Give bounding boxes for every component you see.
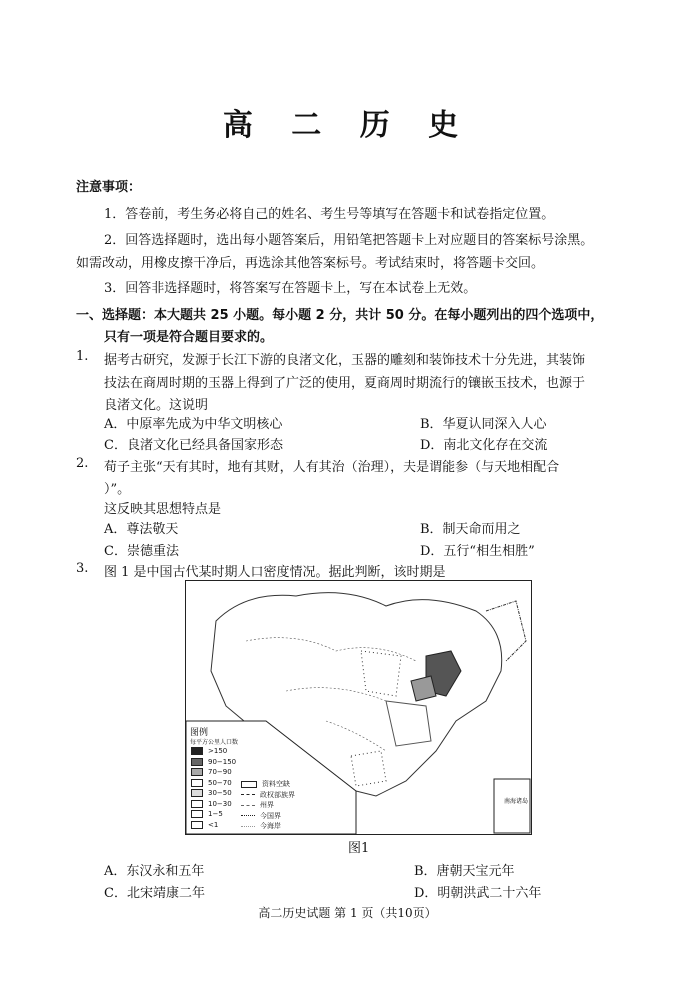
legend-label: 今海岸 [260, 822, 281, 830]
option-a[interactable]: A．中原率先成为中华文明核心 [104, 417, 283, 432]
legend-label: 政权部族界 [260, 790, 295, 799]
legend-line-item [241, 790, 295, 800]
legend-density-item [191, 758, 236, 766]
china-map-drawing [186, 581, 531, 834]
legend-line-item [241, 811, 281, 821]
option-d[interactable]: D．明朝洪武二十六年 [414, 886, 542, 901]
legend-swatch [191, 810, 203, 818]
inset-label: 南海诸岛 [504, 798, 529, 805]
section-heading: 一、选择题：本大题共 25 小题。每小题 2 分，共计 50 分。在每小题列出的四个选项中， [76, 308, 604, 323]
legend-swatch [191, 768, 203, 776]
legend-line-symbol [241, 805, 255, 806]
option-c[interactable]: C．良渚文化已经具备国家形态 [104, 438, 283, 453]
legend-label: 资料空缺 [262, 780, 290, 788]
legend-line-item [241, 800, 274, 810]
legend-label: 70−90 [208, 768, 232, 776]
legend-line-symbol [241, 826, 255, 827]
question-number: 2. [76, 456, 89, 471]
notice-heading: 注意事项： [76, 180, 142, 195]
legend-line-item [241, 779, 290, 789]
option-b[interactable]: B．唐朝天宝元年 [414, 864, 515, 879]
question-number: 1. [76, 349, 89, 364]
legend-title: 图例 [190, 728, 209, 738]
legend-density-item [191, 810, 223, 818]
notice-item: 2．回答选择题时，选出每小题答案后，用铅笔把答题卡上对应题目的答案标号涂黑。 [104, 233, 594, 248]
legend-line-item [241, 821, 281, 831]
legend-label: 今国界 [260, 811, 281, 820]
legend-line-symbol [241, 815, 255, 816]
option-c[interactable]: C．崇德重法 [104, 544, 179, 559]
legend-density-item [191, 789, 232, 797]
legend-swatch [191, 821, 203, 829]
figure-caption: 图1 [348, 841, 370, 856]
legend-line-symbol [241, 781, 257, 788]
question-text: 图 1 是中国古代某时期人口密度情况。据此判断，该时期是 [104, 565, 446, 580]
legend-label: 州界 [260, 801, 274, 809]
option-d[interactable]: D．南北文化存在交流 [420, 438, 548, 453]
legend-swatch [191, 758, 203, 766]
option-b[interactable]: B．华夏认同深入人心 [420, 417, 547, 432]
option-a[interactable]: A．东汉永和五年 [104, 864, 205, 879]
legend-label: <1 [208, 820, 219, 829]
question-text: 据考古研究，发源于长江下游的良渚文化，玉器的雕刻和装饰技术十分先进，其装饰 [104, 353, 586, 368]
legend-label: 30−50 [208, 789, 232, 797]
question-text: ）”。 [104, 482, 131, 497]
legend-label: 10−30 [208, 799, 232, 808]
legend-swatch [191, 800, 203, 808]
option-a[interactable]: A．尊法敬天 [104, 522, 179, 537]
population-density-map [185, 580, 532, 835]
legend-density-item [191, 821, 218, 829]
legend-label: 1−5 [208, 810, 223, 818]
legend-swatch [191, 747, 203, 755]
question-text: 这反映其思想特点是 [104, 502, 222, 517]
page-footer: 高二历史试题 第 1 页（共10页） [258, 906, 437, 920]
question-text: 技法在商周时期的玉器上得到了广泛的使用，夏商周时期流行的镶嵌玉技术，也源于 [104, 376, 586, 391]
legend-density-item [191, 800, 232, 808]
page-title: 高 二 历 史 [222, 108, 473, 143]
option-c[interactable]: C．北宋靖康二年 [104, 886, 205, 901]
question-text: 荀子主张“天有其时，地有其财，人有其治（治理），夫是谓能参（与天地相配合 [104, 460, 560, 475]
question-number: 3. [76, 561, 89, 576]
legend-density-item [191, 747, 227, 755]
legend-label: 50−70 [208, 778, 232, 787]
notice-item: 3．回答非选择题时，将答案写在答题卡上，写在本试卷上无效。 [104, 281, 477, 296]
legend-label: 90−150 [208, 757, 237, 766]
notice-item: 1．答卷前，考生务必将自己的姓名、考生号等填写在答题卡和试卷指定位置。 [104, 207, 555, 222]
option-b[interactable]: B．制天命而用之 [420, 522, 521, 537]
legend-density-item [191, 768, 232, 776]
option-d[interactable]: D．五行“相生相胜” [420, 544, 535, 559]
notice-item: 如需改动，用橡皮擦干净后，再选涂其他答案标号。考试结束时，将答题卡交回。 [76, 256, 545, 271]
legend-subtitle: 每平方公里人口数 [190, 739, 239, 746]
legend-swatch [191, 789, 203, 797]
section-heading: 只有一项是符合题目要求的。 [104, 330, 274, 345]
legend-label: >150 [208, 747, 228, 755]
legend-line-symbol [241, 794, 255, 795]
legend-density-item [191, 779, 232, 787]
question-text: 良渚文化。这说明 [104, 398, 209, 413]
legend-swatch [191, 779, 203, 787]
